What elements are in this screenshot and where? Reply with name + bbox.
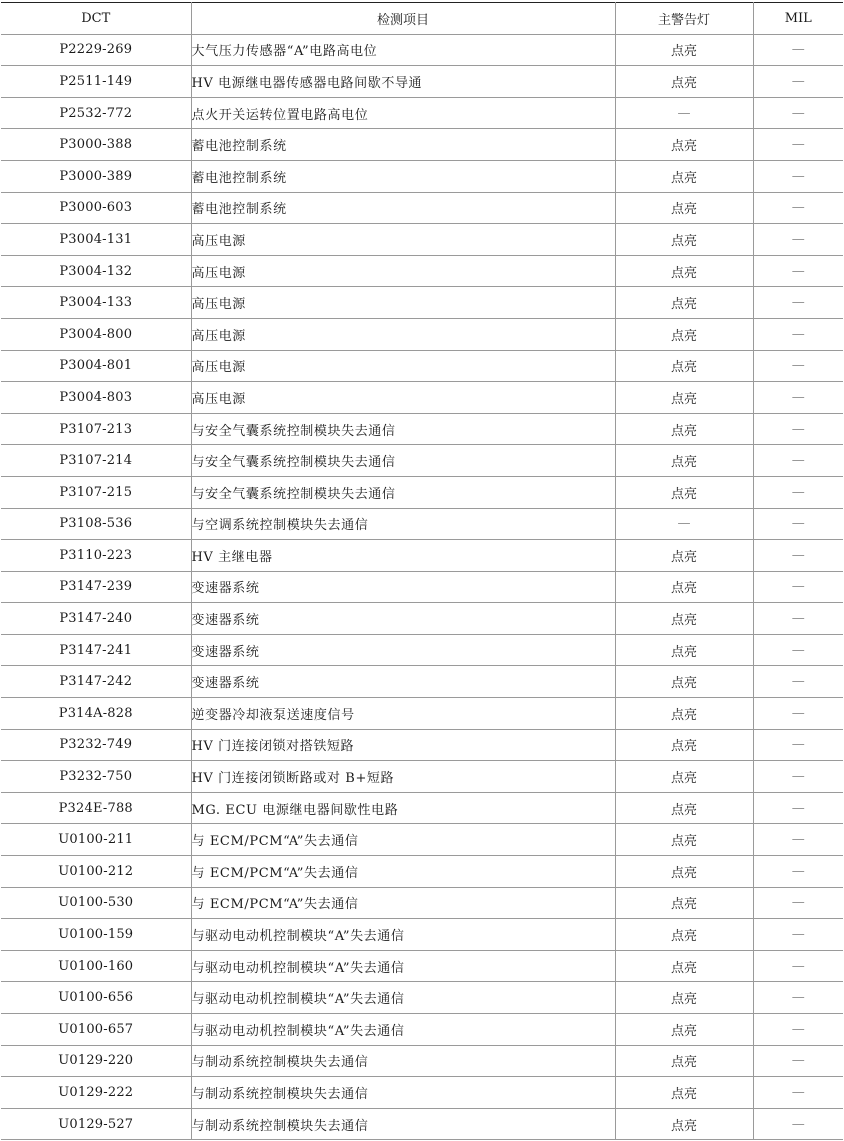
warning-lamp-cell: 点亮	[615, 792, 753, 824]
mil-cell: —	[753, 982, 843, 1014]
mil-cell: —	[753, 792, 843, 824]
table-row	[1, 982, 843, 1014]
table-row	[1, 1045, 843, 1077]
table-row	[1, 950, 843, 982]
mil-cell: —	[753, 66, 843, 98]
dtc-code-cell: P3147-239	[1, 571, 191, 603]
warning-lamp-cell: 点亮	[615, 318, 753, 350]
warning-lamp-cell: 点亮	[615, 856, 753, 888]
warning-lamp-cell: 点亮	[615, 287, 753, 319]
dtc-code-cell: U0100-160	[1, 950, 191, 982]
test-item-cell: 蓄电池控制系统	[191, 129, 615, 161]
mil-cell: —	[753, 445, 843, 477]
dtc-code-cell: P3107-213	[1, 413, 191, 445]
mil-cell: —	[753, 1014, 843, 1046]
warning-lamp-cell: 点亮	[615, 1108, 753, 1140]
test-item-cell: 与 ECM/PCM“A”失去通信	[191, 824, 615, 856]
table-row	[1, 729, 843, 761]
table-header	[1, 3, 843, 35]
warning-lamp-cell: 点亮	[615, 350, 753, 382]
table-row	[1, 698, 843, 730]
test-item-cell: HV 门连接闭锁对搭铁短路	[191, 729, 615, 761]
dtc-code-cell: U0100-159	[1, 919, 191, 951]
table-row	[1, 160, 843, 192]
table-row	[1, 1014, 843, 1046]
test-item-cell: 变速器系统	[191, 571, 615, 603]
warning-lamp-cell: 点亮	[615, 413, 753, 445]
table-row	[1, 382, 843, 414]
header-row	[1, 3, 843, 35]
table-row	[1, 476, 843, 508]
test-item-cell: 蓄电池控制系统	[191, 160, 615, 192]
table-row	[1, 540, 843, 572]
warning-lamp-cell: 点亮	[615, 824, 753, 856]
mil-cell: —	[753, 160, 843, 192]
mil-cell: —	[753, 603, 843, 635]
dtc-code-cell: P3004-132	[1, 255, 191, 287]
mil-cell: —	[753, 255, 843, 287]
table-row	[1, 192, 843, 224]
test-item-cell: 变速器系统	[191, 666, 615, 698]
table-row	[1, 824, 843, 856]
mil-cell: —	[753, 540, 843, 572]
dtc-code-cell: P3004-801	[1, 350, 191, 382]
table-row	[1, 792, 843, 824]
warning-lamp-cell: 点亮	[615, 982, 753, 1014]
table-row	[1, 1108, 843, 1140]
test-item-cell: 与制动系统控制模块失去通信	[191, 1077, 615, 1109]
table-row	[1, 129, 843, 161]
dtc-code-cell: U0129-527	[1, 1108, 191, 1140]
dtc-code-cell: P3004-131	[1, 224, 191, 256]
dtc-code-cell: P3004-803	[1, 382, 191, 414]
table-row	[1, 34, 843, 66]
header-mil: MIL	[753, 3, 843, 35]
table-body	[1, 34, 843, 1140]
warning-lamp-cell: 点亮	[615, 192, 753, 224]
test-item-cell: 蓄电池控制系统	[191, 192, 615, 224]
table-row	[1, 318, 843, 350]
warning-lamp-cell: 点亮	[615, 1045, 753, 1077]
table-row	[1, 255, 843, 287]
mil-cell: —	[753, 950, 843, 982]
dtc-code-cell: P3107-215	[1, 476, 191, 508]
warning-lamp-cell: 点亮	[615, 761, 753, 793]
warning-lamp-cell: 点亮	[615, 887, 753, 919]
mil-cell: —	[753, 192, 843, 224]
warning-lamp-cell: 点亮	[615, 571, 753, 603]
test-item-cell: 与驱动电动机控制模块“A”失去通信	[191, 919, 615, 951]
test-item-cell: 变速器系统	[191, 634, 615, 666]
mil-cell: —	[753, 508, 843, 540]
test-item-cell: 高压电源	[191, 382, 615, 414]
mil-cell: —	[753, 1045, 843, 1077]
dtc-code-cell: U0129-220	[1, 1045, 191, 1077]
test-item-cell: 与安全气囊系统控制模块失去通信	[191, 445, 615, 477]
test-item-cell: 与空调系统控制模块失去通信	[191, 508, 615, 540]
test-item-cell: HV 电源继电器传感器电路间歇不导通	[191, 66, 615, 98]
mil-cell: —	[753, 919, 843, 951]
warning-lamp-cell: 点亮	[615, 382, 753, 414]
mil-cell: —	[753, 224, 843, 256]
warning-lamp-cell: 点亮	[615, 919, 753, 951]
test-item-cell: 与安全气囊系统控制模块失去通信	[191, 476, 615, 508]
test-item-cell: 高压电源	[191, 350, 615, 382]
dtc-code-cell: P2229-269	[1, 34, 191, 66]
warning-lamp-cell: 点亮	[615, 445, 753, 477]
mil-cell: —	[753, 382, 843, 414]
table-row	[1, 413, 843, 445]
table-row	[1, 666, 843, 698]
table-row	[1, 887, 843, 919]
dtc-code-cell: P3147-241	[1, 634, 191, 666]
dtc-code-cell: P2532-772	[1, 97, 191, 129]
table-row	[1, 97, 843, 129]
warning-lamp-cell: 点亮	[615, 666, 753, 698]
mil-cell: —	[753, 350, 843, 382]
warning-lamp-cell: 点亮	[615, 160, 753, 192]
header-code: DCT	[1, 3, 191, 35]
dtc-code-cell: U0100-212	[1, 856, 191, 888]
dtc-code-cell: U0100-530	[1, 887, 191, 919]
table-row	[1, 571, 843, 603]
dtc-code-cell: P314A-828	[1, 698, 191, 730]
dtc-table	[1, 2, 843, 1140]
dtc-code-cell: P3147-240	[1, 603, 191, 635]
warning-lamp-cell: —	[615, 97, 753, 129]
warning-lamp-cell: 点亮	[615, 224, 753, 256]
header-warning-lamp: 主警告灯	[615, 3, 753, 35]
table-row	[1, 1077, 843, 1109]
mil-cell: —	[753, 97, 843, 129]
warning-lamp-cell: 点亮	[615, 476, 753, 508]
test-item-cell: 大气压力传感器“A”电路高电位	[191, 34, 615, 66]
mil-cell: —	[753, 318, 843, 350]
warning-lamp-cell: 点亮	[615, 729, 753, 761]
dtc-code-cell: U0100-657	[1, 1014, 191, 1046]
table-row	[1, 761, 843, 793]
test-item-cell: HV 门连接闭锁断路或对 B+短路	[191, 761, 615, 793]
mil-cell: —	[753, 698, 843, 730]
mil-cell: —	[753, 287, 843, 319]
test-item-cell: 逆变器冷却液泵送速度信号	[191, 698, 615, 730]
dtc-code-cell: P3147-242	[1, 666, 191, 698]
test-item-cell: 高压电源	[191, 287, 615, 319]
warning-lamp-cell: 点亮	[615, 66, 753, 98]
table-row	[1, 856, 843, 888]
table-row	[1, 603, 843, 635]
warning-lamp-cell: 点亮	[615, 255, 753, 287]
dtc-code-cell: P3107-214	[1, 445, 191, 477]
test-item-cell: 与制动系统控制模块失去通信	[191, 1045, 615, 1077]
dtc-code-cell: P324E-788	[1, 792, 191, 824]
mil-cell: —	[753, 1077, 843, 1109]
mil-cell: —	[753, 887, 843, 919]
warning-lamp-cell: 点亮	[615, 603, 753, 635]
test-item-cell: 点火开关运转位置电路高电位	[191, 97, 615, 129]
test-item-cell: 变速器系统	[191, 603, 615, 635]
mil-cell: —	[753, 824, 843, 856]
test-item-cell: 高压电源	[191, 224, 615, 256]
warning-lamp-cell: 点亮	[615, 634, 753, 666]
test-item-cell: 高压电源	[191, 318, 615, 350]
test-item-cell: MG. ECU 电源继电器间歇性电路	[191, 792, 615, 824]
dtc-code-cell: U0100-211	[1, 824, 191, 856]
table-row	[1, 66, 843, 98]
mil-cell: —	[753, 476, 843, 508]
mil-cell: —	[753, 666, 843, 698]
mil-cell: —	[753, 856, 843, 888]
table-row	[1, 919, 843, 951]
mil-cell: —	[753, 729, 843, 761]
test-item-cell: 与驱动电动机控制模块“A”失去通信	[191, 982, 615, 1014]
mil-cell: —	[753, 571, 843, 603]
test-item-cell: 与驱动电动机控制模块“A”失去通信	[191, 950, 615, 982]
table-row	[1, 508, 843, 540]
dtc-code-cell: U0129-222	[1, 1077, 191, 1109]
mil-cell: —	[753, 413, 843, 445]
warning-lamp-cell: 点亮	[615, 1014, 753, 1046]
table-row	[1, 350, 843, 382]
warning-lamp-cell: 点亮	[615, 540, 753, 572]
test-item-cell: 与安全气囊系统控制模块失去通信	[191, 413, 615, 445]
dtc-code-cell: P3000-389	[1, 160, 191, 192]
mil-cell: —	[753, 34, 843, 66]
dtc-code-cell: P3110-223	[1, 540, 191, 572]
dtc-code-cell: P3232-749	[1, 729, 191, 761]
warning-lamp-cell: 点亮	[615, 1077, 753, 1109]
dtc-code-cell: P3232-750	[1, 761, 191, 793]
warning-lamp-cell: 点亮	[615, 950, 753, 982]
dtc-code-cell: P3004-133	[1, 287, 191, 319]
warning-lamp-cell: 点亮	[615, 698, 753, 730]
mil-cell: —	[753, 1108, 843, 1140]
mil-cell: —	[753, 129, 843, 161]
test-item-cell: 与制动系统控制模块失去通信	[191, 1108, 615, 1140]
mil-cell: —	[753, 761, 843, 793]
table-row	[1, 445, 843, 477]
table-row	[1, 287, 843, 319]
test-item-cell: 与 ECM/PCM“A”失去通信	[191, 887, 615, 919]
dtc-code-cell: U0100-656	[1, 982, 191, 1014]
warning-lamp-cell: 点亮	[615, 129, 753, 161]
test-item-cell: 与 ECM/PCM“A”失去通信	[191, 856, 615, 888]
dtc-code-cell: P2511-149	[1, 66, 191, 98]
mil-cell: —	[753, 634, 843, 666]
warning-lamp-cell: 点亮	[615, 34, 753, 66]
dtc-code-cell: P3000-388	[1, 129, 191, 161]
table-row	[1, 224, 843, 256]
header-item: 检测项目	[191, 3, 615, 35]
table-row	[1, 634, 843, 666]
test-item-cell: 高压电源	[191, 255, 615, 287]
test-item-cell: HV 主继电器	[191, 540, 615, 572]
dtc-code-cell: P3000-603	[1, 192, 191, 224]
dtc-code-cell: P3108-536	[1, 508, 191, 540]
test-item-cell: 与驱动电动机控制模块“A”失去通信	[191, 1014, 615, 1046]
dtc-code-cell: P3004-800	[1, 318, 191, 350]
warning-lamp-cell: —	[615, 508, 753, 540]
